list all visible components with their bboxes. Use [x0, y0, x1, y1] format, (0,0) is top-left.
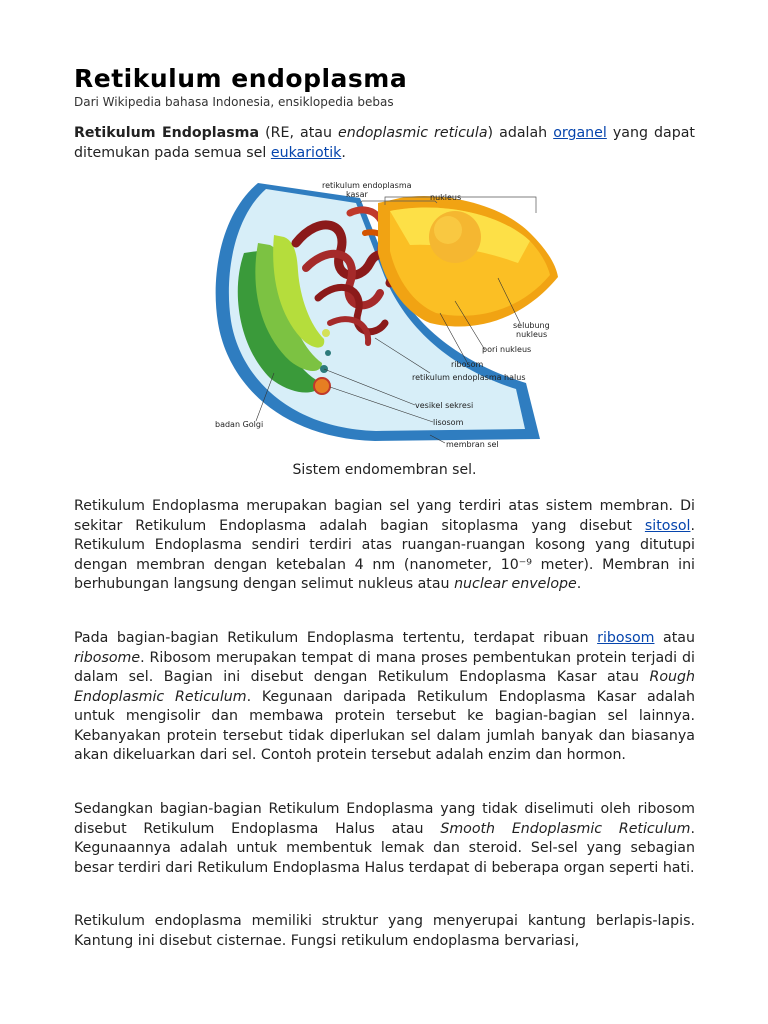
label-envelope-2: nukleus [516, 330, 548, 339]
label-ser: retikulum endoplasma halus [412, 373, 526, 382]
paragraph-3: Pada bagian-bagian Retikulum Endoplasma tertentu, terdapat ribuan ribosom atau ribosome. Ribosom merupakan tempat di mana proses pembentukan protein terjadi di dalam sel. Bagian ini disebut dengan Retikulum Endoplasma Kasar atau Rough Endoplasmic Reticulum. Kegunaan daripada Retikulum Endoplasma Kasar adalah untuk mengisolir dan membawa protein tersebut ke bagian-bagian sel lainnya. Kebanyakan protein tersebut tidak diperlukan sel dalam jumlah banyak dan biasanya akan dikeluarkan dari sel. Contoh protein tersebut adalah enzim dan hormon. [74, 630, 695, 763]
paragraph-2: Retikulum Endoplasma merupakan bagian sel yang terdiri atas sistem membran. Di sekitar Retikulum Endoplasma adalah bagian sitoplasma yang disebut sitosol. Retikulum Endoplasma sendiri terdiri atas ruangan-ruangan kosong yang ditutupi dengan membran dengan ketebalan 4 nm (nanometer, 10⁻⁹ meter). Membran ini berhubungan langsung dengan selimut nukleus atau nuclear envelope. [74, 498, 695, 592]
label-pore: pori nukleus [482, 345, 532, 354]
label-rer: retikulum endoplasma [322, 181, 412, 190]
label-golgi: badan Golgi [215, 420, 264, 429]
label-envelope: selubung [513, 321, 550, 330]
page-subtitle: Dari Wikipedia bahasa Indonesia, ensiklopedia bebas [74, 95, 394, 109]
label-membrane: membran sel [446, 440, 499, 449]
paragraph-4: Sedangkan bagian-bagian Retikulum Endoplasma yang tidak diselimuti oleh ribosom disebut Retikulum Endoplasma Halus atau Smooth Endoplasmic Reticulum. Kegunaannya adalah untuk membentuk lemak dan steroid. Sel-sel yang sebagian besar terdiri dari Retikulum Endoplasma Halus terdapat di beberapa organ seperti hati. [74, 801, 695, 876]
lysosome [314, 378, 330, 394]
label-rer-2: kasar [346, 190, 368, 199]
intro-paragraph: Retikulum Endoplasma (RE, atau endoplasmic reticula) adalah organel yang dapat ditemukan pada semua sel eukariotik. [74, 125, 695, 161]
label-ribosome: ribosom [451, 360, 484, 369]
paragraph-5: Retikulum endoplasma memiliki struktur yang menyerupai kantung berlapis-lapis. Kantung ini disebut cisternae. Fungsi retikulum endoplasma bervariasi, [74, 913, 695, 949]
label-nucleus: nukleus [430, 193, 462, 202]
figure-caption: Sistem endomembran sel. [292, 462, 477, 478]
label-lysosome: lisosom [433, 418, 464, 427]
cell-diagram [200, 173, 560, 458]
link-ribosom[interactable]: ribosom [597, 630, 655, 646]
intro-term: Retikulum Endoplasma [74, 125, 260, 141]
page-title: Retikulum endoplasma [74, 64, 408, 93]
label-vesicle: vesikel sekresi [415, 401, 474, 410]
link-eukariotik[interactable]: eukariotik [270, 144, 342, 161]
link-organel[interactable]: organel [553, 125, 607, 141]
link-sitosol[interactable]: sitosol [644, 517, 691, 534]
